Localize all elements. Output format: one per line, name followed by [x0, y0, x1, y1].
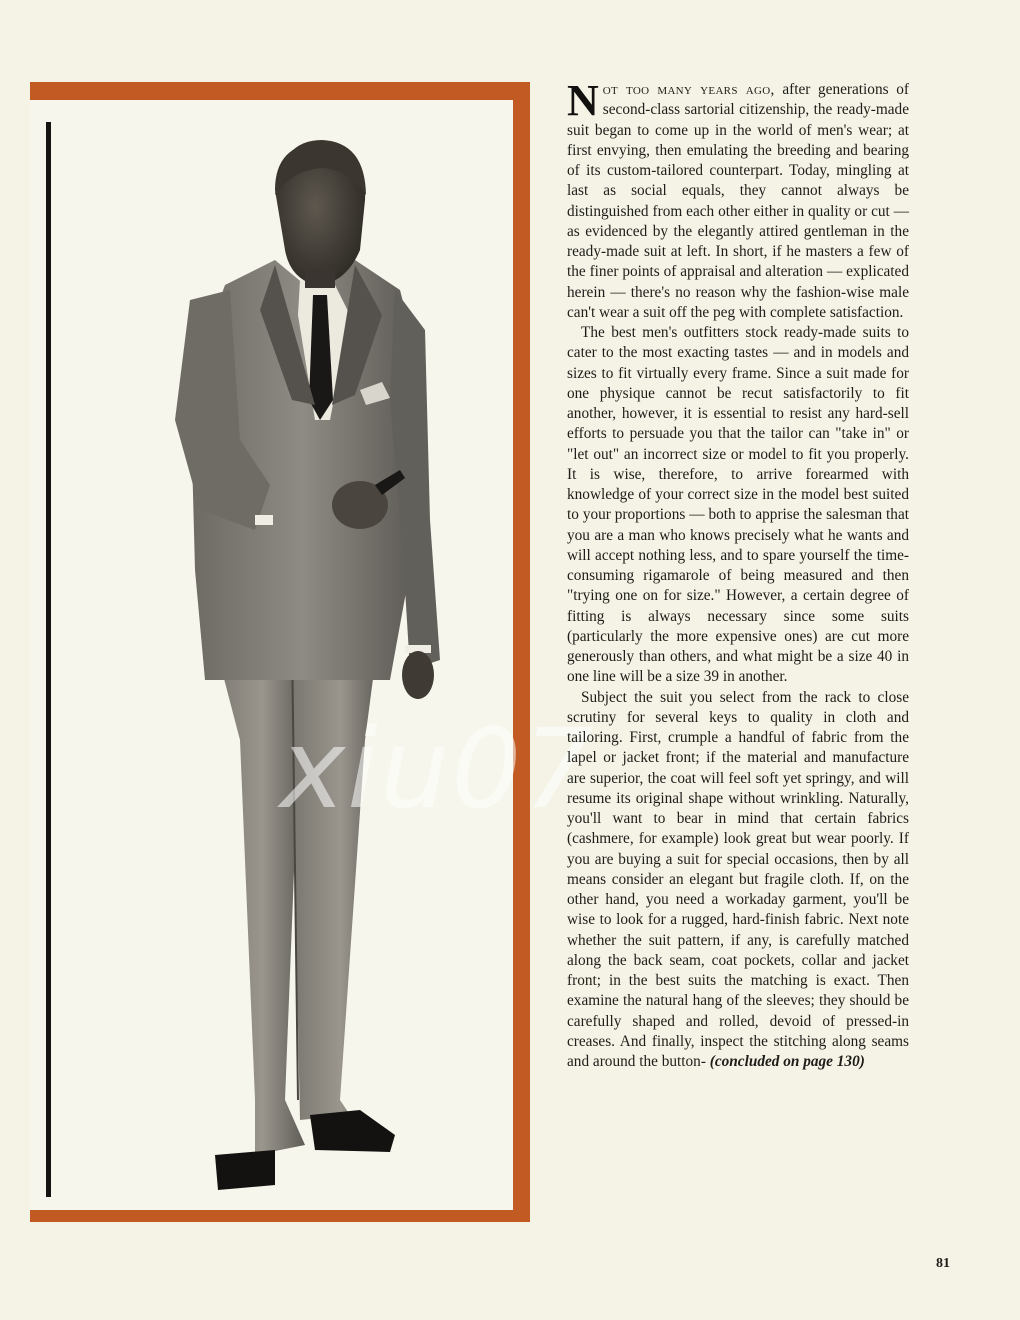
opening-phrase: ot too many years ago, — [602, 81, 775, 98]
photo-panel — [30, 100, 596, 1210]
article-paragraph-3 — [567, 688, 909, 1073]
photo-frame — [30, 82, 596, 1222]
page-number: 81 — [936, 1256, 950, 1271]
article-paragraph-1 — [567, 76, 909, 323]
paragraph-1-text: after generations of second-class sartorial citizenship, the ready-made suit began to come up in the world of men's wear; at first envying, then emulating the breeding and bearing of its custom-tailored counterpart. Today, mingling at last as social equals, they cannot always be distinguished from each other either in quality or cut — as evidenced by the elegantly attired gentleman in the ready-made suit at left. In short, if he masters a few of the finer points of appraisal and alteration — explicated herein — there's no reason why the fashion-wise male can't wear a suit off the peg with complete satisfaction. — [567, 81, 909, 321]
article-paragraph-2: The best men's outfitters stock ready-made suits to cater to the most exacting tastes — and in models and sizes to fit virtually every frame. Since a suit made for one physique cannot be recut satisfactorily to fit another, however, it is essential to resist any hard-sell efforts to persuade you that the tailor can "take in" or "let out" an incorrect size or model to fit you properly. It is wise, therefore, to arrive forearmed with knowledge of your correct size in the model best suited to your proportions — both to apprise the salesman that you are a man who knows precisely what he wants and will accept nothing less, and to spare yourself the time-consuming rigamarole of being measured and then "trying one on for size." However, a certain degree of fitting is always necessary since some suits (particularly the more expensive ones) are cut more generously than others, and what might be a size 40 in one line will be a size 39 in another. — [567, 324, 909, 686]
man-in-suit-photo — [30, 100, 513, 1210]
drop-cap: N — [567, 76, 599, 125]
paragraph-3-text: Subject the suit you select from the rack to close scrutiny for several keys to quality in cloth and tailoring. First, crumple a handful of fabric from the lapel or jacket front; if the material and manufacture are superior, the coat will feel soft yet springy, and will resume its original shape without wrinkling. Naturally, you'll want to bear in mind that certain fabrics (cashmere, for example) look great but wear poorly. If you are buying a suit for special occasions, then by all means consider an elegant but fragile cloth. If, on the other hand, you need a workaday garment, you'll be wise to look for a rugged, hard-finish fabric. Next note whether the suit pattern, if any, is carefully matched along the back seam, coat pockets, collar and jacket front; in the best suits the matching is exact. Then examine the natural hang of the sleeves; they should be carefully shaped and rolled, devoid of pressed-in creases. And finally, inspect the stitching along seams and around the button- — [567, 688, 909, 1070]
continuation-link[interactable]: (concluded on page 130) — [709, 1053, 865, 1070]
watermark: xiu07 — [280, 705, 596, 833]
article-body — [567, 76, 909, 1072]
